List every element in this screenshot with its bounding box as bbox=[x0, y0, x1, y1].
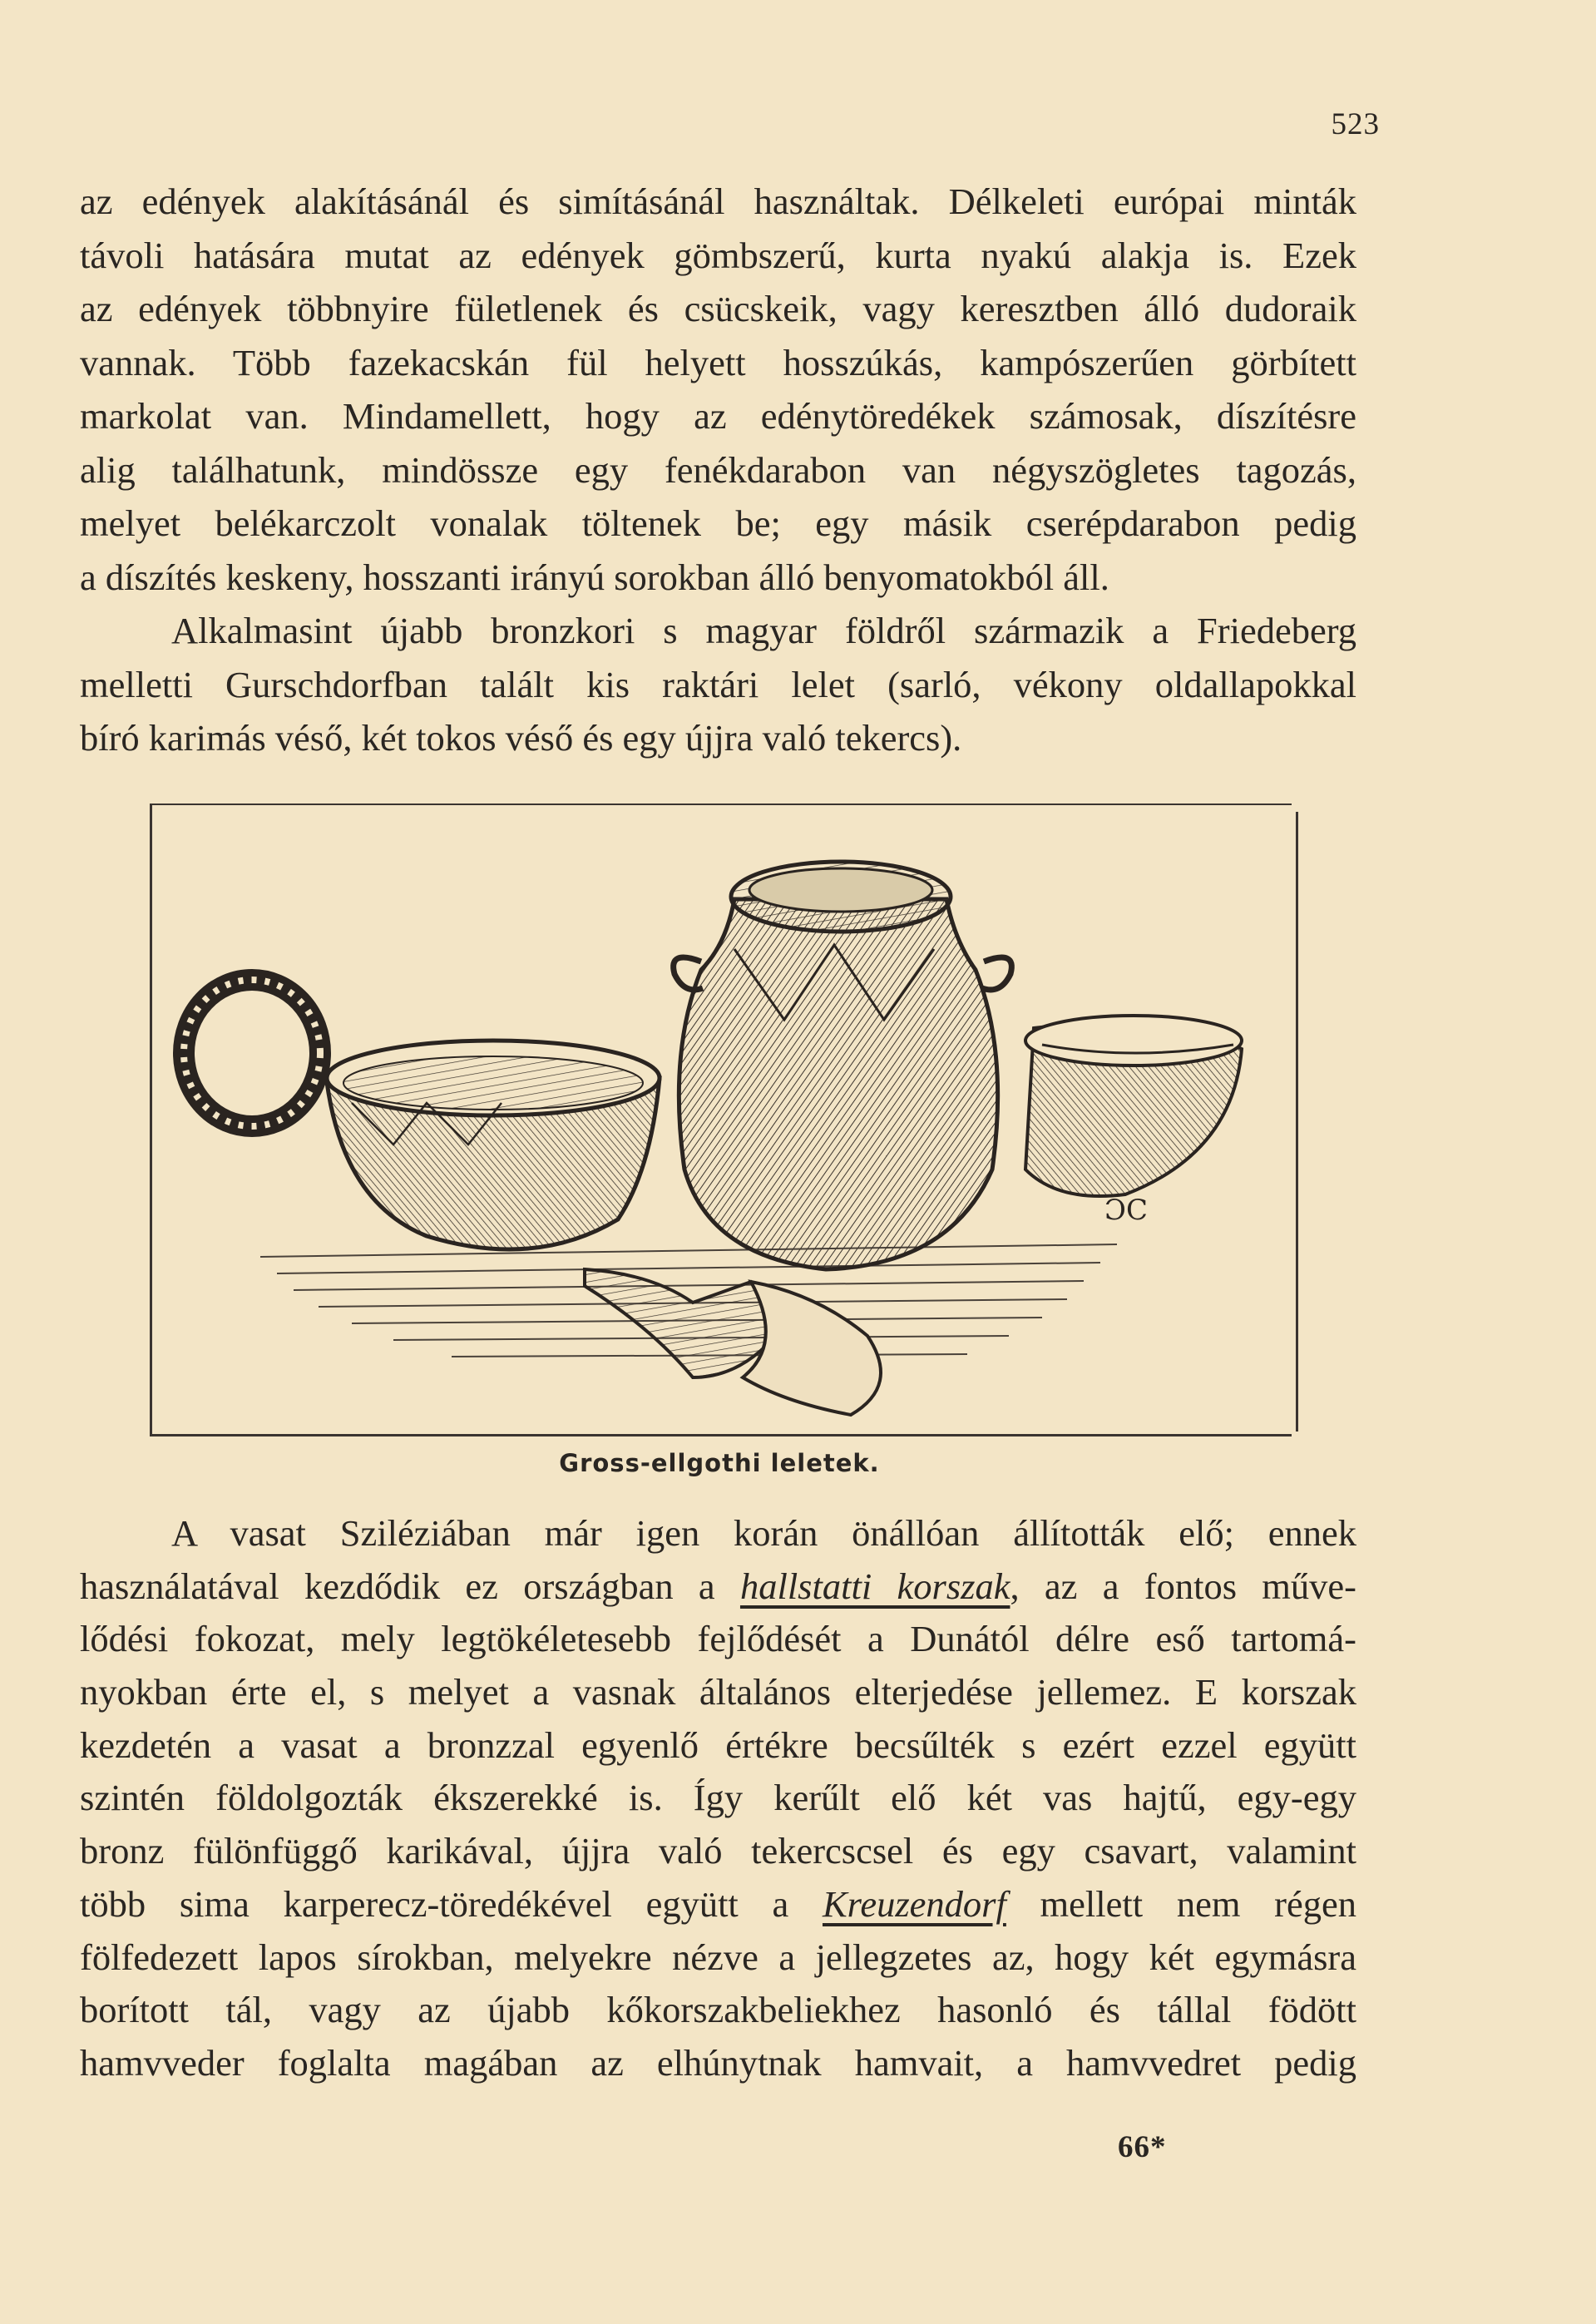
paragraph-bottom bbox=[80, 1507, 1356, 2090]
text-line bbox=[80, 1878, 1356, 1931]
text-line: az edények alakításánál és simításánál használtak. Délkeleti európai minták bbox=[80, 180, 1356, 222]
italic-term: hallstatti korszak bbox=[739, 1565, 1010, 1607]
text-fragment: mellett nem régen bbox=[1006, 1882, 1356, 1925]
text-line: kezdetén a vasat a bronzzal egyenlő értékre becsűlték s ezért ezzel együtt bbox=[80, 1723, 1356, 1766]
text-line bbox=[80, 1560, 1356, 1614]
text-line: távoli hatására mutat az edények gömbszerű, kurta nyakú alakja is. Ezek bbox=[80, 234, 1356, 276]
text-line: nyokban érte el, s melyet a vasnak általános elterjedése jellemez. E korszak bbox=[80, 1671, 1356, 1713]
engraver-mark: ƆC bbox=[1104, 1194, 1149, 1227]
axe-blade bbox=[585, 1269, 881, 1415]
left-cup bbox=[184, 980, 660, 1249]
italic-place-name: Kreuzendorf bbox=[822, 1882, 1006, 1925]
text-fragment: több sima karperecz-töredékével együtt a bbox=[80, 1882, 823, 1925]
text-line: Alkalmasint újabb bronzkori s magyar földről származik a Friedeberg bbox=[171, 610, 1356, 651]
paragraph-top bbox=[80, 175, 1356, 765]
text-line: borított tál, vagy az újabb kőkorszakbeliekhez hasonló és tállal födött bbox=[80, 1989, 1356, 2031]
text-line: vannak. Több fazekacskán fül helyett hosszúkás, kampószerűen görbített bbox=[80, 341, 1356, 383]
figure-caption: Gross-ellgothi leletek. bbox=[559, 1449, 880, 1477]
text-line: A vasat Sziléziában már igen korán önállóan állították elő; ennek bbox=[171, 1512, 1356, 1554]
text-line: hamvveder foglalta magában az elhúnytnak hamvait, a hamvvedret pedig bbox=[80, 2041, 1356, 2084]
page-number: 523 bbox=[1331, 107, 1380, 141]
text-fragment: használatával kezdődik ez országban a bbox=[80, 1565, 740, 1607]
text-line: bronz fülönfüggő karikával, újjra való tekercscsel és egy csavart, valamint bbox=[80, 1830, 1356, 1872]
text-line: bíró karimás véső, két tokos véső és egy újjra való tekercs). bbox=[80, 717, 962, 759]
text-line: markolat van. Mindamellett, hogy az edénytöredékek számosak, díszítésre bbox=[80, 395, 1356, 437]
text-line: lődési fokozat, mely legtökéletesebb fejlődését a Dunától délre eső tartomá- bbox=[80, 1618, 1356, 1660]
text-line: melletti Gurschdorfban talált kis raktári lelet (sarló, vékony oldallapokkal bbox=[80, 663, 1356, 705]
text-line: a díszítés keskeny, hosszanti irányú sorokban álló benyomatokból áll. bbox=[80, 556, 1109, 598]
text-line: melyet belékarczolt vonalak töltenek be; egy másik cserépdarabon pedig bbox=[80, 502, 1356, 544]
text-fragment: , az a fontos műve- bbox=[1010, 1565, 1356, 1607]
text-line: szintén földolgozták ékszerekké is. Így kerűlt elő két vas hajtű, egy-egy bbox=[80, 1777, 1356, 1819]
pottery-engraving bbox=[152, 804, 1292, 1434]
figure-illustration bbox=[150, 804, 1292, 1436]
right-bowl bbox=[1025, 1016, 1242, 1196]
text-line: alig találhatunk, mindössze egy fenékdarabon van négyszögletes tagozás, bbox=[80, 448, 1356, 491]
central-pot bbox=[674, 862, 1012, 1269]
text-line: fölfedezett lapos sírokban, melyekre nézve a jellegzetes az, hogy két egymásra bbox=[80, 1936, 1356, 1978]
text-line: az edények többnyire fületlenek és csücskeik, vagy keresztben álló dudoraik bbox=[80, 288, 1356, 329]
printer-signature-mark: 66* bbox=[1118, 2130, 1167, 2164]
